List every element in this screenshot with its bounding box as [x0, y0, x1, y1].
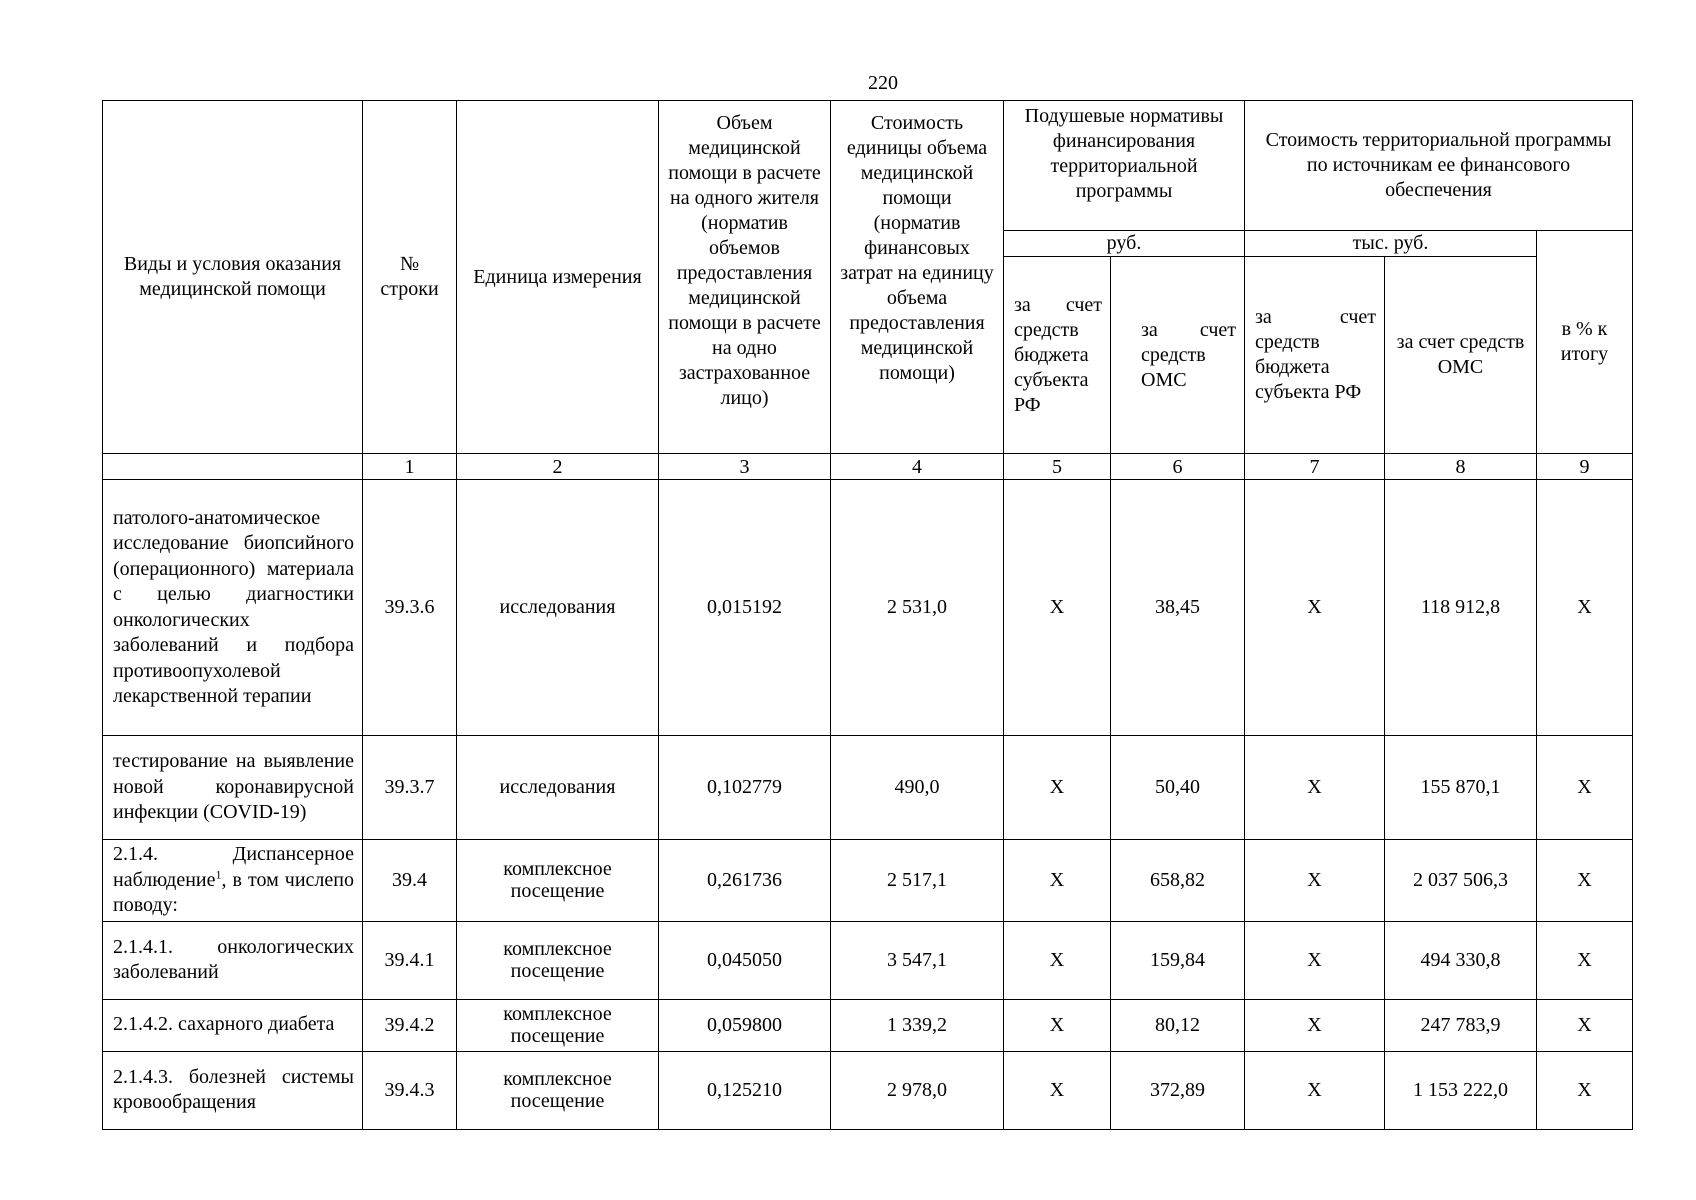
column-number-row — [103, 454, 1633, 480]
row-percent: Х — [1537, 736, 1633, 840]
row-percent: Х — [1537, 921, 1633, 999]
row-cost-unit: 2 517,1 — [831, 840, 1004, 922]
row-cost-unit: 3 547,1 — [831, 921, 1004, 999]
column-number: 3 — [659, 454, 831, 480]
row-oms-thousand: 2 037 506,3 — [1385, 840, 1537, 922]
header-unit: Единица измерения — [457, 101, 659, 454]
header-unit-rub: руб. — [1004, 231, 1245, 257]
column-number: 1 — [363, 454, 457, 480]
column-number: 4 — [831, 454, 1004, 480]
row-budget-thousand: Х — [1245, 840, 1385, 922]
row-oms-thousand: 155 870,1 — [1385, 736, 1537, 840]
header-volume: Объем медицинской помощи в расчете на одного жителя (норматив объемов предоставления медицинской помощи в расчете на одно застрахованное лицо) — [659, 101, 831, 454]
row-number: 39.3.6 — [363, 480, 457, 736]
row-kind-text: 2.1.4. Диспансерное наблюдение — [113, 843, 354, 891]
column-number: 5 — [1004, 454, 1111, 480]
row-oms-rub: 50,40 — [1111, 736, 1245, 840]
row-volume: 0,045050 — [659, 921, 831, 999]
row-percent: Х — [1537, 1051, 1633, 1129]
row-unit: исследования — [457, 736, 659, 840]
row-oms-thousand: 1 153 222,0 — [1385, 1051, 1537, 1129]
row-cost-unit: 490,0 — [831, 736, 1004, 840]
header-unit-thousand-rub: тыс. руб. — [1245, 231, 1537, 257]
page-number: 220 — [868, 72, 898, 94]
row-volume: 0,059800 — [659, 999, 831, 1051]
row-budget-rub: Х — [1004, 999, 1111, 1051]
header-row-no: № строки — [363, 101, 457, 454]
column-number: 2 — [457, 454, 659, 480]
column-number: 9 — [1537, 454, 1633, 480]
header-per-capita: Подушевые нормативы финансирования территориальной программы — [1004, 101, 1245, 231]
row-budget-rub: Х — [1004, 1051, 1111, 1129]
row-oms-thousand: 118 912,8 — [1385, 480, 1537, 736]
row-budget-rub: Х — [1004, 921, 1111, 999]
row-unit: комплексное посещение — [457, 1051, 659, 1129]
row-number: 39.4.2 — [363, 999, 457, 1051]
row-volume: 0,102779 — [659, 736, 831, 840]
header-program-cost: Стоимость территориальной программы по источникам ее финансового обеспечения — [1245, 101, 1633, 231]
column-number: 8 — [1385, 454, 1537, 480]
header-oms-thousand: за счет средств ОМС — [1385, 257, 1537, 454]
row-budget-thousand: Х — [1245, 480, 1385, 736]
row-number: 39.4 — [363, 840, 457, 922]
row-budget-thousand: Х — [1245, 736, 1385, 840]
footnote-mark: 1 — [215, 866, 222, 881]
table-header — [103, 101, 1633, 480]
row-budget-thousand: Х — [1245, 1051, 1385, 1129]
row-oms-rub: 159,84 — [1111, 921, 1245, 999]
row-oms-rub: 80,12 — [1111, 999, 1245, 1051]
row-budget-rub: Х — [1004, 480, 1111, 736]
header-kind: Виды и условия оказания медицинской помощи — [103, 101, 363, 454]
table-row — [103, 736, 1633, 840]
row-percent: Х — [1537, 480, 1633, 736]
column-number-empty — [103, 454, 363, 480]
header-cost-unit: Стоимость единицы объема медицинской помощи (норматив финансовых затрат на единицу объема предоставления медицинской помощи) — [831, 101, 1004, 454]
table-row — [103, 921, 1633, 999]
row-budget-thousand: Х — [1245, 921, 1385, 999]
row-volume: 0,125210 — [659, 1051, 831, 1129]
header-oms-rub: за счет средств ОМС — [1111, 257, 1245, 454]
row-unit: комплексное посещение — [457, 999, 659, 1051]
row-kind: 2.1.4.3. болезней системы кровообращения — [103, 1051, 363, 1129]
table-row — [103, 840, 1633, 922]
row-unit: исследования — [457, 480, 659, 736]
row-budget-thousand: Х — [1245, 999, 1385, 1051]
table-row — [103, 999, 1633, 1051]
row-unit: комплексное посещение — [457, 921, 659, 999]
row-kind: 2.1.4.1. онкологических заболеваний — [103, 921, 363, 999]
row-oms-rub: 658,82 — [1111, 840, 1245, 922]
row-kind: 2.1.4.2. сахарного диабета — [103, 999, 363, 1051]
table-row — [103, 1051, 1633, 1129]
column-number: 6 — [1111, 454, 1245, 480]
header-budget-rub: за счет средств бюджета субъекта РФ — [1004, 257, 1111, 454]
row-oms-rub: 38,45 — [1111, 480, 1245, 736]
row-volume: 0,015192 — [659, 480, 831, 736]
column-number: 7 — [1245, 454, 1385, 480]
table-body — [103, 480, 1633, 1130]
row-cost-unit: 2 978,0 — [831, 1051, 1004, 1129]
row-oms-thousand: 247 783,9 — [1385, 999, 1537, 1051]
row-kind: патолого-анатомическое исследование биопсийного (операционного) материала с целью диагностики онкологических заболеваний и подбора противоопухолевой лекарственной терапии — [103, 480, 363, 736]
row-kind: тестирование на выявление новой коронавирусной инфекции (COVID-19) — [103, 736, 363, 840]
row-budget-rub: Х — [1004, 840, 1111, 922]
row-unit: комплексное посещение — [457, 840, 659, 922]
row-number: 39.4.1 — [363, 921, 457, 999]
row-number: 39.4.3 — [363, 1051, 457, 1129]
row-kind — [103, 840, 363, 922]
header-budget-thousand: за счет средств бюджета субъекта РФ — [1245, 257, 1385, 454]
row-number: 39.3.7 — [363, 736, 457, 840]
row-budget-rub: Х — [1004, 736, 1111, 840]
row-cost-unit: 2 531,0 — [831, 480, 1004, 736]
row-oms-thousand: 494 330,8 — [1385, 921, 1537, 999]
program-cost-table — [102, 100, 1633, 1130]
table-row — [103, 480, 1633, 736]
row-cost-unit: 1 339,2 — [831, 999, 1004, 1051]
row-volume: 0,261736 — [659, 840, 831, 922]
header-percent: в % к итогу — [1537, 231, 1633, 454]
row-oms-rub: 372,89 — [1111, 1051, 1245, 1129]
row-kind-suffix: , в том числепо поводу: — [113, 868, 354, 916]
row-percent: Х — [1537, 840, 1633, 922]
row-percent: Х — [1537, 999, 1633, 1051]
